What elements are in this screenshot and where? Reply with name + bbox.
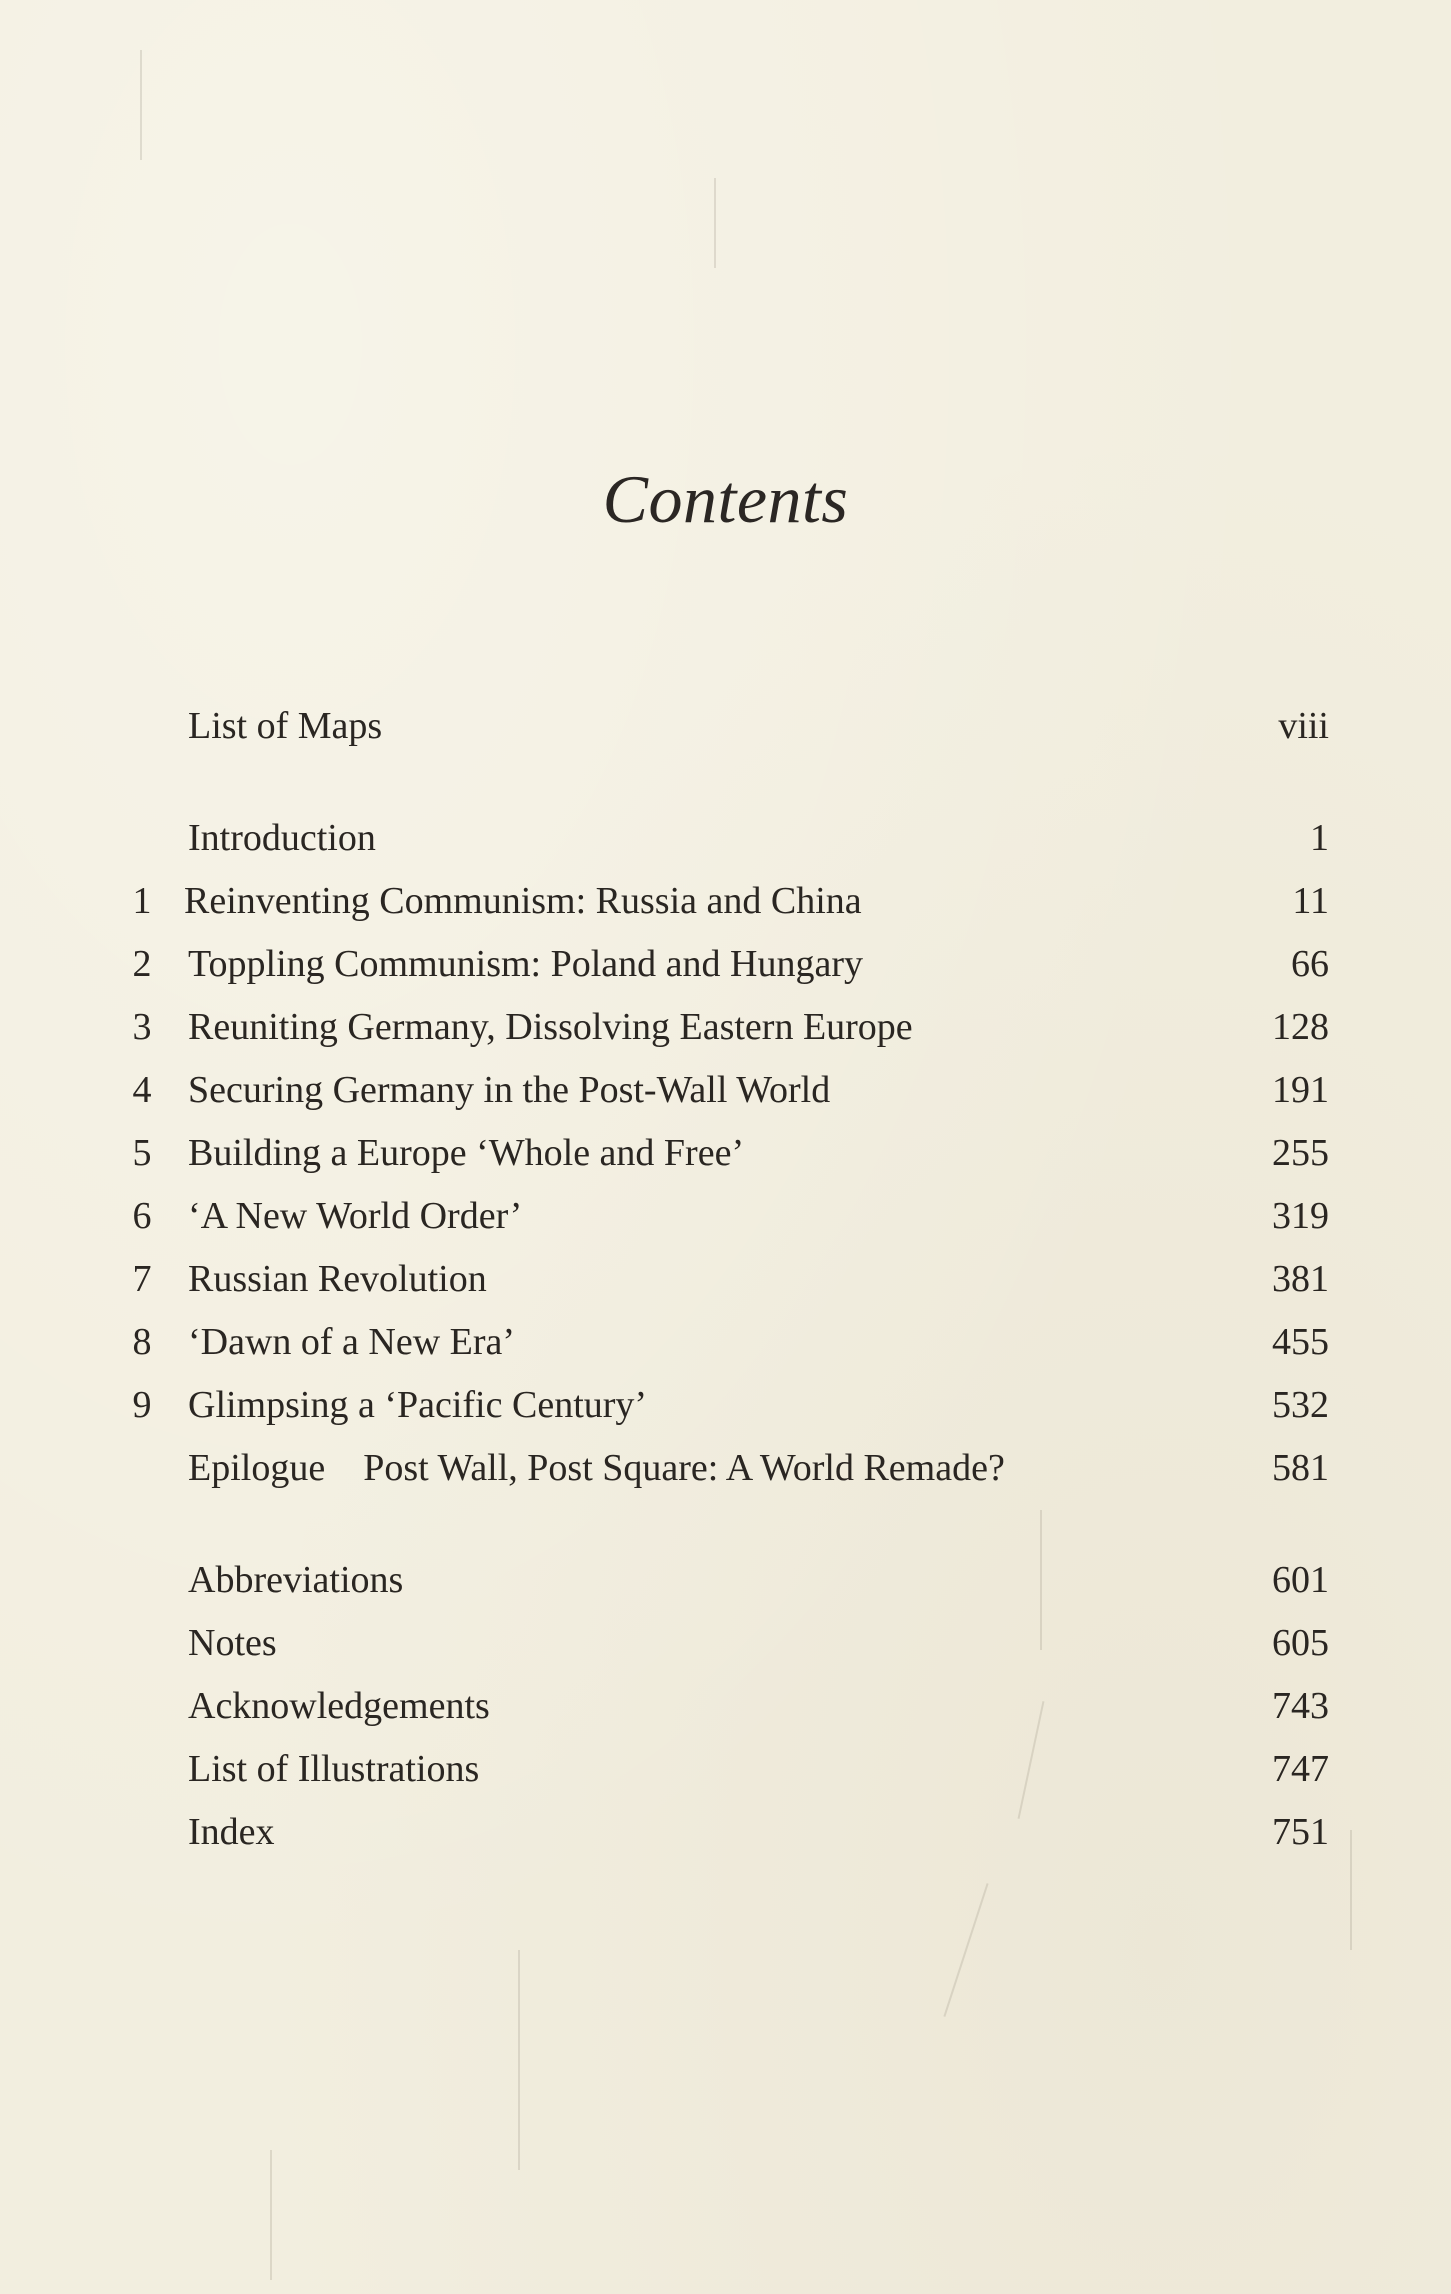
toc-entry-page: 581 <box>1272 1447 1329 1489</box>
toc-entry-label: ‘Dawn of a New Era’ <box>188 1321 516 1363</box>
chapter-number: 1 <box>132 880 152 922</box>
toc-entry-page: 1 <box>1310 817 1329 859</box>
toc-entry <box>0 1125 1451 1181</box>
toc-entry <box>0 936 1451 992</box>
toc-entry-label: Reuniting Germany, Dissolving Eastern Europe <box>188 1006 913 1048</box>
toc-entry-label: Glimpsing a ‘Pacific Century’ <box>188 1384 648 1426</box>
toc-entry-page: 747 <box>1272 1748 1329 1790</box>
toc-entry <box>0 1377 1451 1433</box>
toc-entry-label: Toppling Communism: Poland and Hungary <box>188 943 863 985</box>
toc-entry-page: 601 <box>1272 1559 1329 1601</box>
chapter-number: 8 <box>132 1321 152 1363</box>
toc-entry-page: 605 <box>1272 1622 1329 1664</box>
chapter-number: 6 <box>132 1195 152 1237</box>
toc-entry-label: Russian Revolution <box>188 1258 487 1300</box>
toc-entry-label: Securing Germany in the Post-Wall World <box>188 1069 831 1111</box>
toc-entry-label: Reinventing Communism: Russia and China <box>184 880 862 922</box>
chapter-number: 3 <box>132 1006 152 1048</box>
scan-mark <box>140 50 142 160</box>
toc-entry-label: Index <box>188 1811 275 1853</box>
toc-entry-label: Abbreviations <box>188 1559 404 1601</box>
toc-entry <box>0 1552 1451 1608</box>
toc-entry-label: Building a Europe ‘Whole and Free’ <box>188 1132 745 1174</box>
toc-entry-page: 191 <box>1272 1069 1329 1111</box>
toc-entry <box>0 1678 1451 1734</box>
toc-entry-page: 319 <box>1272 1195 1329 1237</box>
toc-entry <box>0 810 1451 866</box>
chapter-number: 4 <box>132 1069 152 1111</box>
toc-entry-label <box>188 1440 1005 1496</box>
toc-entry-page: 455 <box>1272 1321 1329 1363</box>
chapter-number: 9 <box>132 1384 152 1426</box>
toc-entry-page: 255 <box>1272 1132 1329 1174</box>
toc-entry-label: List of Maps <box>188 705 383 747</box>
toc-entry-page: 381 <box>1272 1258 1329 1300</box>
toc-entry <box>0 1062 1451 1118</box>
epilogue-title: Post Wall, Post Square: A World Remade? <box>363 1447 1005 1489</box>
toc-entry <box>0 698 1451 754</box>
toc-entry-page: 743 <box>1272 1685 1329 1727</box>
toc-entry-label: Acknowledgements <box>188 1685 490 1727</box>
toc-entry <box>0 1615 1451 1671</box>
scan-mark <box>943 1883 988 2017</box>
chapter-number: 2 <box>132 943 152 985</box>
toc-entry-page: viii <box>1278 705 1329 747</box>
page-title: Contents <box>602 461 849 537</box>
toc-entry-page: 128 <box>1272 1006 1329 1048</box>
toc-entry <box>0 1251 1451 1307</box>
toc-entry <box>0 1314 1451 1370</box>
toc-entry-label: List of Illustrations <box>188 1748 480 1790</box>
toc-entry-page: 66 <box>1291 943 1329 985</box>
scan-mark <box>714 178 716 268</box>
toc-entry-label: ‘A New World Order’ <box>188 1195 523 1237</box>
toc-entry <box>0 1804 1451 1860</box>
epilogue-label: Epilogue <box>188 1447 326 1489</box>
toc-entry-epilogue <box>0 1440 1451 1496</box>
scan-mark <box>518 1950 520 2170</box>
toc-entry <box>0 1188 1451 1244</box>
toc-entry-page: 11 <box>1292 880 1329 922</box>
toc-entry <box>0 1741 1451 1797</box>
toc-entry-page: 532 <box>1272 1384 1329 1426</box>
toc-entry-label: Notes <box>188 1622 277 1664</box>
scan-mark <box>270 2150 272 2280</box>
toc-entry <box>0 999 1451 1055</box>
chapter-number: 7 <box>132 1258 152 1300</box>
chapter-number: 5 <box>132 1132 152 1174</box>
toc-entry <box>0 873 1451 929</box>
toc-entry-label: Introduction <box>188 817 376 859</box>
toc-entry-page: 751 <box>1272 1811 1329 1853</box>
